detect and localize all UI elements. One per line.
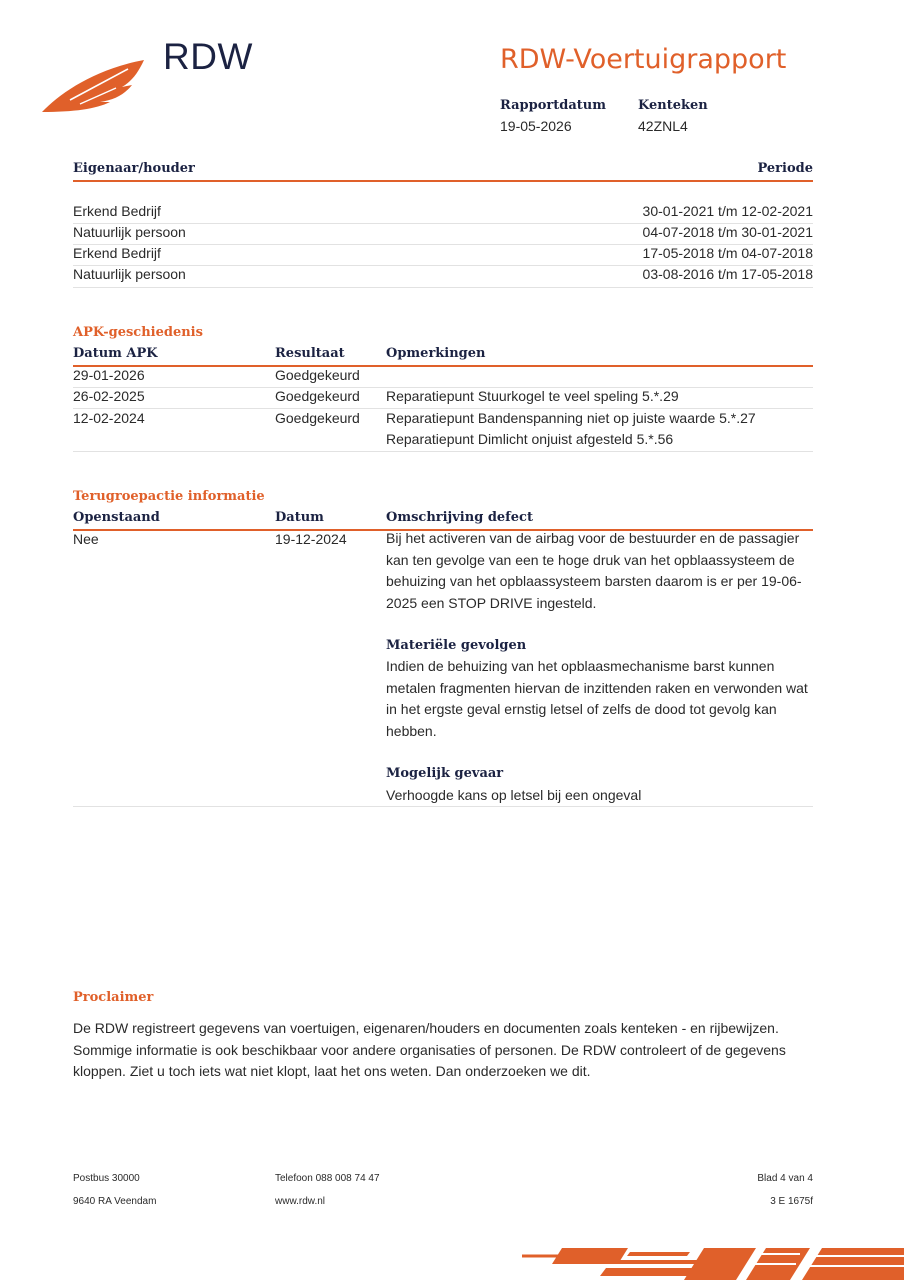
brand-name: RDW <box>163 36 253 77</box>
footer-address-line-2: 9640 RA Veendam <box>73 1196 157 1207</box>
footer-website[interactable]: www.rdw.nl <box>275 1196 326 1207</box>
recall-date-cell: 19-12-2024 <box>275 531 347 547</box>
orange-stripes-icon <box>510 1240 904 1280</box>
apk-remark-cell: Reparatiepunt Bandenspanning niet op juiste waarde 5.*.27 <box>386 410 756 426</box>
apk-remarks-column-header: Opmerkingen <box>386 346 486 361</box>
owner-cell: Natuurlijk persoon <box>73 266 186 282</box>
apk-remark-cell: Reparatiepunt Stuurkogel te veel speling 5.*.29 <box>386 388 679 404</box>
consequences-label: Materiële gevolgen <box>386 638 527 653</box>
period-column-header: Periode <box>757 161 813 176</box>
owners-header-rule <box>73 180 813 182</box>
footer-phone: Telefoon 088 008 74 47 <box>275 1173 380 1184</box>
danger-label: Mogelijk gevaar <box>386 766 504 781</box>
recall-open-cell: Nee <box>73 531 99 547</box>
recall-description: Bij het activeren van de airbag voor de bestuurder en de passagier kan ten gevolge van een te hoge druk van het opblaassysteem de behuizing van het opblaassysteem barsten daarom is er per 19-06-2025 een STOP DRIVE ingesteld. <box>386 530 802 611</box>
report-date: 19-05-2026 <box>500 118 572 134</box>
owner-cell: Natuurlijk persoon <box>73 224 186 240</box>
apk-result-cell: Goedgekeurd <box>275 410 360 426</box>
period-cell: 03-08-2016 t/m 17-05-2018 <box>642 266 813 282</box>
row-divider <box>73 287 813 288</box>
report-date-label: Rapportdatum <box>500 98 606 113</box>
recall-end-divider <box>73 806 813 807</box>
recall-date-column-header: Datum <box>275 510 324 525</box>
footer-code: 3 E 1675f <box>770 1196 813 1207</box>
proclaimer-title: Proclaimer <box>73 990 154 1005</box>
apk-result-cell: Goedgekeurd <box>275 367 360 383</box>
row-divider <box>73 451 813 452</box>
recall-section-title: Terugroepactie informatie <box>73 489 265 504</box>
owner-column-header: Eigenaar/houder <box>73 161 195 176</box>
apk-date-cell: 26-02-2025 <box>73 388 145 404</box>
period-cell: 30-01-2021 t/m 12-02-2021 <box>642 203 813 219</box>
proclaimer-text: De RDW registreert gegevens van voertuigen, eigenaren/houders en documenten zoals kenteken - en rijbewijzen. Sommige informatie is ook beschikbaar voor andere organisaties of personen. De RDW controleert of de gegevens kloppen. Ziet u toch iets wat niet klopt, laat het ons weten. Dan onderzoeken we dit. <box>73 1020 786 1079</box>
apk-header-rule <box>73 365 813 367</box>
apk-date-cell: 29-01-2026 <box>73 367 145 383</box>
apk-remark-cell: Reparatiepunt Dimlicht onjuist afgesteld 5.*.56 <box>386 431 674 447</box>
footer-page-number: Blad 4 van 4 <box>757 1173 813 1184</box>
owner-cell: Erkend Bedrijf <box>73 245 161 261</box>
consequences-text: Indien de behuizing van het opblaasmechanisme barst kunnen metalen fragmenten hiervan de inzittenden raken en verwonden wat in het ergste geval ernstig letsel of zelfs de dood tot gevolg kan hebben. <box>386 658 808 739</box>
apk-date-cell: 12-02-2024 <box>73 410 145 426</box>
rdw-wing-logo-icon <box>40 55 148 115</box>
recall-description-column-header: Omschrijving defect <box>386 510 533 525</box>
apk-result-cell: Goedgekeurd <box>275 388 360 404</box>
apk-section-title: APK-geschiedenis <box>73 325 203 340</box>
footer-address-line-1: Postbus 30000 <box>73 1173 140 1184</box>
owner-cell: Erkend Bedrijf <box>73 203 161 219</box>
apk-date-column-header: Datum APK <box>73 346 158 361</box>
report-title: RDW-Voertuigrapport <box>500 44 787 75</box>
row-divider <box>73 408 813 409</box>
period-cell: 17-05-2018 t/m 04-07-2018 <box>642 245 813 261</box>
apk-result-column-header: Resultaat <box>275 346 345 361</box>
recall-open-column-header: Openstaand <box>73 510 160 525</box>
danger-text: Verhoogde kans op letsel bij een ongeval <box>386 787 642 803</box>
plate-value: 42ZNL4 <box>638 118 688 134</box>
plate-label: Kenteken <box>638 98 708 113</box>
period-cell: 04-07-2018 t/m 30-01-2021 <box>642 224 813 240</box>
